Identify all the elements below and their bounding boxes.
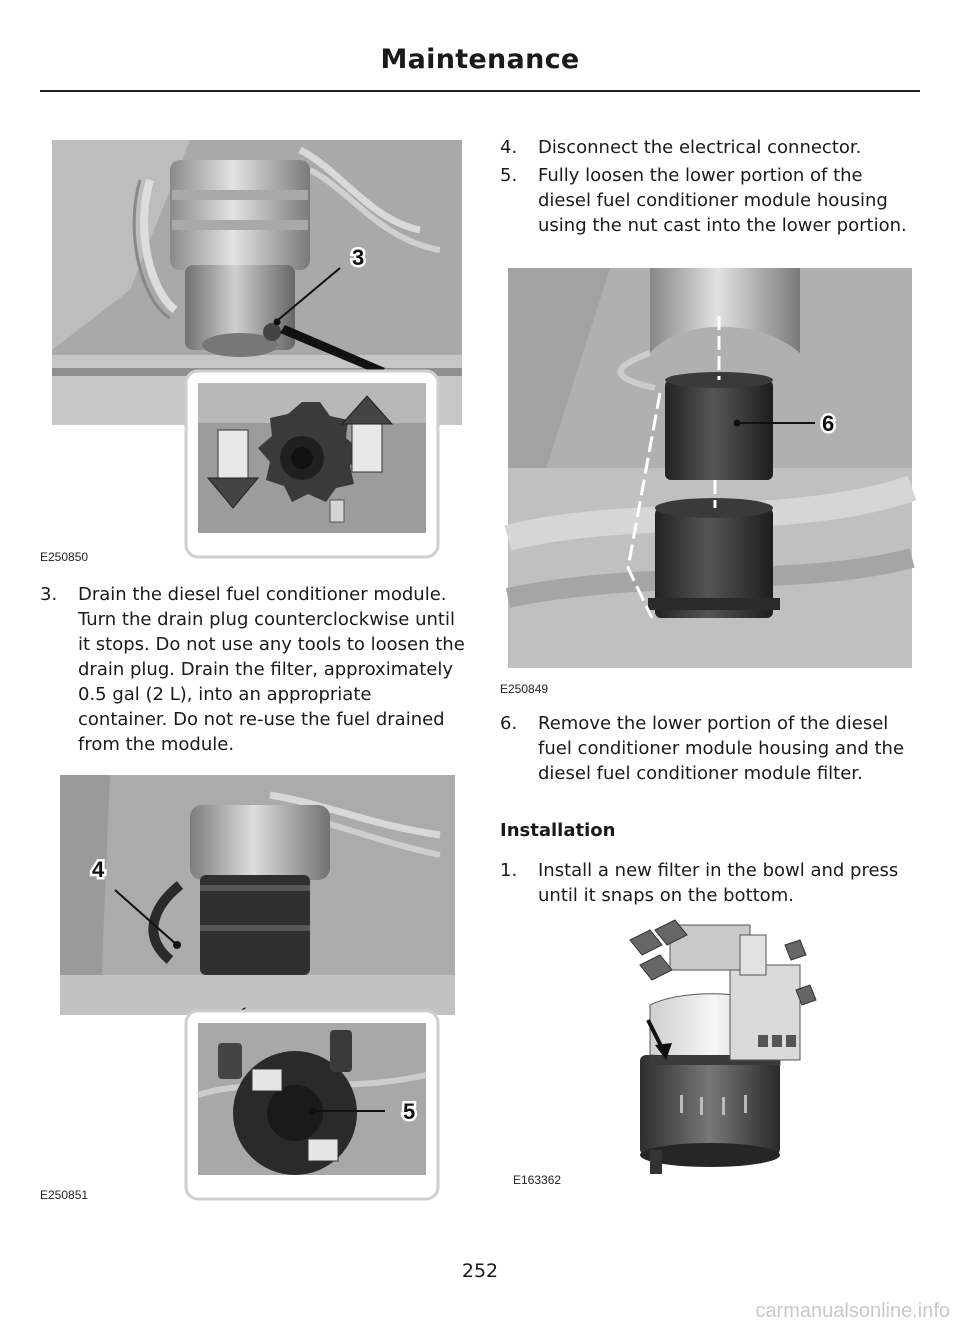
figure-code: E163362 [513,1173,562,1187]
step-number: 6. [500,713,518,734]
figure-drain-plug [40,140,462,570]
section-heading: Installation [500,820,616,841]
figure-code: E250850 [40,550,89,564]
step-text: Install a new filter in the bowl and press until it snaps on the bottom. [538,860,899,906]
callout-5: 5 [403,1099,416,1124]
watermark[interactable]: carmanualsonline.info [755,1300,950,1322]
page-title: Maintenance [380,44,580,75]
step-number: 5. [500,165,518,186]
figure-code: E250849 [500,682,549,696]
instruction-step [500,135,920,160]
step-text: Disconnect the electrical connector. [538,137,862,158]
step-text: Remove the lower portion of the diesel fuel conditioner module housing and the diesel fuel conditioner module filter. [538,713,905,784]
instruction-step [500,711,920,786]
figure-code: E250851 [40,1188,89,1202]
instruction-step [500,858,920,908]
callout-6: 6 [822,411,835,436]
figure-filter-install [500,905,920,1195]
step-text: Fully loosen the lower portion of the diesel fuel conditioner module housing using the nut cast into the lower portion. [538,165,907,236]
page-number: 252 [461,1260,499,1282]
instruction-step [40,582,465,757]
step-number: 1. [500,860,518,881]
step-number: 3. [40,584,58,605]
instruction-step [500,163,920,238]
header-divider [40,90,920,92]
figure-electrical-connector [40,775,462,1205]
callout-3: 3 [352,245,365,270]
step-number: 4. [500,137,518,158]
step-text: Drain the diesel fuel conditioner module. Turn the drain plug counterclockwise until it stops. Do not use any tools to loosen the drain plug. Drain the filter, approximately 0.5 gal (2 L), into an appropriate container. Do not re-use the fuel drained from the module. [78,584,465,755]
figure-housing-removal [500,268,920,688]
callout-4: 4 [92,857,105,882]
